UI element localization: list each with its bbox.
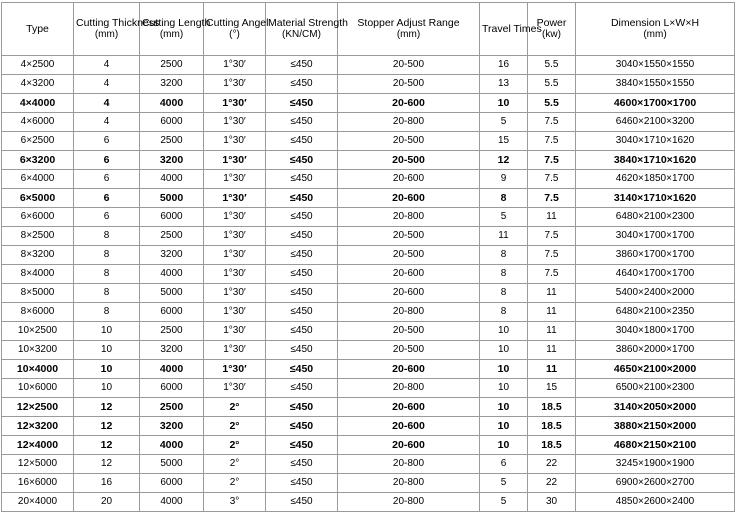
table-cell: 3040×1700×1700: [576, 227, 735, 246]
table-cell: 6000: [140, 113, 204, 132]
table-body: [2, 56, 735, 512]
table-cell: 3245×1900×1900: [576, 455, 735, 474]
table-cell: 8: [480, 265, 528, 284]
table-cell: 8: [480, 246, 528, 265]
table-cell: 12: [74, 455, 140, 474]
table-cell: 4000: [140, 170, 204, 189]
table-cell: 12: [480, 151, 528, 170]
table-cell: 20-600: [338, 436, 480, 455]
table-cell: 1°30′: [204, 132, 266, 151]
table-cell: 20-500: [338, 132, 480, 151]
table-cell: 6×6000: [2, 208, 74, 227]
column-header-label: Travel Times: [482, 22, 542, 35]
table-cell: 6460×2100×3200: [576, 113, 735, 132]
table-cell: 11: [480, 227, 528, 246]
table-header: [2, 3, 735, 56]
table-cell: 12×2500: [2, 398, 74, 417]
table-cell: 20-600: [338, 94, 480, 113]
table-cell: 5000: [140, 284, 204, 303]
table-cell: 2500: [140, 398, 204, 417]
table-cell: 20-800: [338, 493, 480, 512]
table-cell: 12×3200: [2, 417, 74, 436]
table-cell: 1°30′: [204, 284, 266, 303]
table-cell: 10: [480, 379, 528, 398]
table-cell: 11: [528, 284, 576, 303]
table-cell: 8: [480, 189, 528, 208]
table-cell: ≤450: [266, 379, 338, 398]
table-cell: ≤450: [266, 189, 338, 208]
table-cell: 3200: [140, 151, 204, 170]
table-cell: 1°30′: [204, 151, 266, 170]
table-row: [2, 474, 735, 493]
table-cell: ≤450: [266, 170, 338, 189]
table-row: [2, 417, 735, 436]
table-cell: 5000: [140, 189, 204, 208]
table-cell: 1°30′: [204, 322, 266, 341]
column-header-unit: (KN/CM): [282, 29, 321, 41]
table-cell: 12: [74, 398, 140, 417]
table-cell: 5: [480, 208, 528, 227]
table-row: [2, 189, 735, 208]
table-cell: 20-500: [338, 56, 480, 75]
table-cell: 6×4000: [2, 170, 74, 189]
table-cell: 10: [480, 322, 528, 341]
table-cell: 1°30′: [204, 360, 266, 379]
table-cell: 6000: [140, 474, 204, 493]
table-cell: 2°: [204, 455, 266, 474]
table-cell: 5: [480, 113, 528, 132]
table-cell: 10: [74, 360, 140, 379]
table-row: [2, 360, 735, 379]
table-cell: 8×5000: [2, 284, 74, 303]
table-cell: 7.5: [528, 170, 576, 189]
table-cell: 7.5: [528, 113, 576, 132]
table-cell: ≤450: [266, 113, 338, 132]
table-cell: 3200: [140, 341, 204, 360]
table-cell: 15: [528, 379, 576, 398]
table-cell: ≤450: [266, 436, 338, 455]
table-cell: 4000: [140, 94, 204, 113]
table-cell: 4: [74, 113, 140, 132]
column-header-0: [2, 3, 74, 56]
table-row: [2, 379, 735, 398]
table-cell: 6×3200: [2, 151, 74, 170]
table-cell: 1°30′: [204, 94, 266, 113]
table-cell: 3140×1710×1620: [576, 189, 735, 208]
table-cell: 10: [480, 341, 528, 360]
column-header-label: Cutting Angel: [206, 17, 269, 30]
table-cell: 11: [528, 360, 576, 379]
table-cell: 11: [528, 322, 576, 341]
table-cell: 3860×2000×1700: [576, 341, 735, 360]
table-cell: 2500: [140, 227, 204, 246]
table-row: [2, 493, 735, 512]
table-cell: 7.5: [528, 265, 576, 284]
table-cell: 4: [74, 75, 140, 94]
table-cell: 20-500: [338, 151, 480, 170]
table-cell: 6000: [140, 379, 204, 398]
table-cell: 8: [480, 284, 528, 303]
table-cell: 6500×2100×2300: [576, 379, 735, 398]
table-cell: 4680×2150×2100: [576, 436, 735, 455]
column-header-1: [74, 3, 160, 56]
table-cell: 20-800: [338, 208, 480, 227]
table-cell: 10×4000: [2, 360, 74, 379]
table-cell: 3140×2050×2000: [576, 398, 735, 417]
table-cell: 4: [74, 94, 140, 113]
column-header-unit: (mm): [94, 29, 119, 41]
column-header-unit: (mm): [159, 29, 184, 41]
specification-table: [1, 2, 735, 512]
table-cell: 3200: [140, 246, 204, 265]
table-cell: 12: [74, 417, 140, 436]
table-cell: 12×5000: [2, 455, 74, 474]
table-row: [2, 246, 735, 265]
table-cell: 1°30′: [204, 170, 266, 189]
table-cell: ≤450: [266, 208, 338, 227]
table-cell: 20: [74, 493, 140, 512]
table-cell: 1°30′: [204, 265, 266, 284]
table-cell: 2°: [204, 417, 266, 436]
table-cell: 8×4000: [2, 265, 74, 284]
table-header-row: [2, 3, 735, 56]
column-header-label: Material Strength: [268, 17, 348, 30]
table-cell: 20-600: [338, 360, 480, 379]
table-cell: ≤450: [266, 303, 338, 322]
table-row: [2, 113, 735, 132]
table-row: [2, 284, 735, 303]
table-cell: 1°30′: [204, 227, 266, 246]
table-cell: 1°30′: [204, 341, 266, 360]
table-cell: ≤450: [266, 417, 338, 436]
table-cell: 20-500: [338, 227, 480, 246]
table-cell: 10×2500: [2, 322, 74, 341]
table-cell: 20-800: [338, 113, 480, 132]
table-cell: ≤450: [266, 493, 338, 512]
table-cell: 3200: [140, 75, 204, 94]
table-cell: ≤450: [266, 284, 338, 303]
table-cell: 11: [528, 208, 576, 227]
table-cell: ≤450: [266, 94, 338, 113]
table-cell: 11: [528, 303, 576, 322]
table-cell: 5.5: [528, 75, 576, 94]
table-cell: 6: [480, 455, 528, 474]
table-cell: 4000: [140, 360, 204, 379]
table-cell: ≤450: [266, 132, 338, 151]
column-header-label: Dimension L×W×H: [610, 17, 700, 30]
table-row: [2, 132, 735, 151]
table-row: [2, 303, 735, 322]
table-cell: 13: [480, 75, 528, 94]
table-cell: 20×4000: [2, 493, 74, 512]
table-cell: 4600×1700×1700: [576, 94, 735, 113]
table-row: [2, 208, 735, 227]
table-cell: 4×6000: [2, 113, 74, 132]
table-cell: 18.5: [528, 417, 576, 436]
table-cell: ≤450: [266, 474, 338, 493]
table-cell: ≤450: [266, 455, 338, 474]
table-cell: 4×2500: [2, 56, 74, 75]
table-cell: 8: [480, 303, 528, 322]
table-row: [2, 455, 735, 474]
table-cell: 20-800: [338, 303, 480, 322]
column-header-6: [480, 3, 542, 56]
table-cell: 30: [528, 493, 576, 512]
table-cell: 4000: [140, 436, 204, 455]
table-cell: 20-600: [338, 189, 480, 208]
table-cell: 5400×2400×2000: [576, 284, 735, 303]
table-cell: 3200: [140, 417, 204, 436]
table-cell: 6000: [140, 208, 204, 227]
table-cell: 6: [74, 170, 140, 189]
table-cell: 6900×2600×2700: [576, 474, 735, 493]
table-cell: 16: [480, 56, 528, 75]
table-cell: 20-600: [338, 398, 480, 417]
table-cell: 1°30′: [204, 113, 266, 132]
table-cell: ≤450: [266, 246, 338, 265]
column-header-unit: (mm): [396, 29, 421, 41]
table-cell: 6: [74, 132, 140, 151]
table-cell: 5000: [140, 455, 204, 474]
table-row: [2, 75, 735, 94]
table-row: [2, 56, 735, 75]
table-cell: 9: [480, 170, 528, 189]
table-cell: 5: [480, 493, 528, 512]
table-cell: 1°30′: [204, 75, 266, 94]
table-cell: 5.5: [528, 56, 576, 75]
table-cell: 6: [74, 208, 140, 227]
column-header-2: [140, 3, 211, 56]
table-cell: 1°30′: [204, 208, 266, 227]
table-cell: 1°30′: [204, 56, 266, 75]
table-cell: 20-500: [338, 75, 480, 94]
column-header-3: [204, 3, 269, 56]
table-cell: 4850×2600×2400: [576, 493, 735, 512]
table-cell: ≤450: [266, 341, 338, 360]
table-cell: 4×3200: [2, 75, 74, 94]
table-cell: 10: [480, 436, 528, 455]
table-cell: 8×2500: [2, 227, 74, 246]
table-cell: 20-800: [338, 379, 480, 398]
table-row: [2, 227, 735, 246]
column-header-unit: (mm): [643, 29, 667, 41]
table-cell: 4650×2100×2000: [576, 360, 735, 379]
table-cell: 7.5: [528, 227, 576, 246]
table-cell: 10: [480, 360, 528, 379]
table-cell: 4000: [140, 493, 204, 512]
table-cell: 11: [528, 341, 576, 360]
table-row: [2, 341, 735, 360]
table-cell: 20-600: [338, 265, 480, 284]
table-cell: 3860×1700×1700: [576, 246, 735, 265]
table-cell: 20-800: [338, 474, 480, 493]
table-cell: 2500: [140, 132, 204, 151]
table-row: [2, 322, 735, 341]
table-cell: 8: [74, 284, 140, 303]
table-cell: 18.5: [528, 436, 576, 455]
table-cell: 3880×2150×2000: [576, 417, 735, 436]
table-cell: 20-800: [338, 455, 480, 474]
table-cell: 6×5000: [2, 189, 74, 208]
table-cell: 22: [528, 474, 576, 493]
table-cell: 10: [480, 94, 528, 113]
table-cell: 10: [480, 417, 528, 436]
table-row: [2, 436, 735, 455]
table-cell: 4: [74, 56, 140, 75]
table-cell: ≤450: [266, 398, 338, 417]
table-row: [2, 398, 735, 417]
table-cell: 20-600: [338, 170, 480, 189]
column-header-label: Cutting Length: [142, 17, 211, 30]
table-cell: 6×2500: [2, 132, 74, 151]
table-cell: 1°30′: [204, 246, 266, 265]
table-cell: ≤450: [266, 56, 338, 75]
table-cell: ≤450: [266, 227, 338, 246]
table-cell: 3°: [204, 493, 266, 512]
table-cell: 8: [74, 246, 140, 265]
table-cell: 4×4000: [2, 94, 74, 113]
table-cell: 4000: [140, 265, 204, 284]
column-header-unit: (°): [229, 29, 240, 41]
table-cell: 6: [74, 151, 140, 170]
table-cell: 7.5: [528, 246, 576, 265]
column-header-label: Cutting Thickness: [76, 17, 160, 30]
table-cell: 3840×1550×1550: [576, 75, 735, 94]
table-cell: 7.5: [528, 189, 576, 208]
table-cell: 1°30′: [204, 379, 266, 398]
column-header-unit: (kw): [542, 29, 561, 41]
table-cell: 16×6000: [2, 474, 74, 493]
column-header-4: [266, 3, 348, 56]
table-row: [2, 94, 735, 113]
table-cell: ≤450: [266, 360, 338, 379]
table-cell: ≤450: [266, 151, 338, 170]
table-cell: 20-600: [338, 417, 480, 436]
table-cell: ≤450: [266, 75, 338, 94]
table-cell: 5.5: [528, 94, 576, 113]
column-header-label: Power: [536, 17, 567, 30]
table-row: [2, 265, 735, 284]
column-header-label: Type: [26, 22, 49, 35]
table-cell: 10: [74, 322, 140, 341]
table-cell: 12: [74, 436, 140, 455]
table-cell: 20-500: [338, 322, 480, 341]
table-cell: 2500: [140, 56, 204, 75]
table-cell: 2°: [204, 474, 266, 493]
table-cell: 8: [74, 227, 140, 246]
table-cell: 20-500: [338, 246, 480, 265]
table-cell: 3840×1710×1620: [576, 151, 735, 170]
table-cell: 8: [74, 303, 140, 322]
table-cell: 8×6000: [2, 303, 74, 322]
table-cell: 3040×1710×1620: [576, 132, 735, 151]
table-cell: 15: [480, 132, 528, 151]
column-header-8: [576, 3, 735, 56]
table-cell: 4640×1700×1700: [576, 265, 735, 284]
table-cell: 3040×1550×1550: [576, 56, 735, 75]
table-cell: 6000: [140, 303, 204, 322]
table-cell: 2°: [204, 436, 266, 455]
table-cell: 20-500: [338, 341, 480, 360]
table-cell: 2500: [140, 322, 204, 341]
table-cell: 10: [480, 398, 528, 417]
table-cell: 8: [74, 265, 140, 284]
table-cell: 16: [74, 474, 140, 493]
column-header-label: Stopper Adjust Range: [357, 17, 460, 30]
table-cell: 6: [74, 189, 140, 208]
table-row: [2, 170, 735, 189]
table-cell: 4620×1850×1700: [576, 170, 735, 189]
table-cell: 10×6000: [2, 379, 74, 398]
table-cell: ≤450: [266, 322, 338, 341]
table-cell: 6480×2100×2350: [576, 303, 735, 322]
table-cell: 1°30′: [204, 303, 266, 322]
table-row: [2, 151, 735, 170]
table-cell: 8×3200: [2, 246, 74, 265]
table-cell: 22: [528, 455, 576, 474]
table-cell: 20-600: [338, 284, 480, 303]
table-cell: 10: [74, 379, 140, 398]
table-cell: ≤450: [266, 265, 338, 284]
table-cell: 5: [480, 474, 528, 493]
table-cell: 2°: [204, 398, 266, 417]
table-cell: 7.5: [528, 132, 576, 151]
table-cell: 18.5: [528, 398, 576, 417]
table-cell: 3040×1800×1700: [576, 322, 735, 341]
table-cell: 10×3200: [2, 341, 74, 360]
table-cell: 1°30′: [204, 189, 266, 208]
table-cell: 7.5: [528, 151, 576, 170]
table-cell: 6480×2100×2300: [576, 208, 735, 227]
column-header-5: [338, 3, 480, 56]
table-cell: 12×4000: [2, 436, 74, 455]
table-cell: 10: [74, 341, 140, 360]
